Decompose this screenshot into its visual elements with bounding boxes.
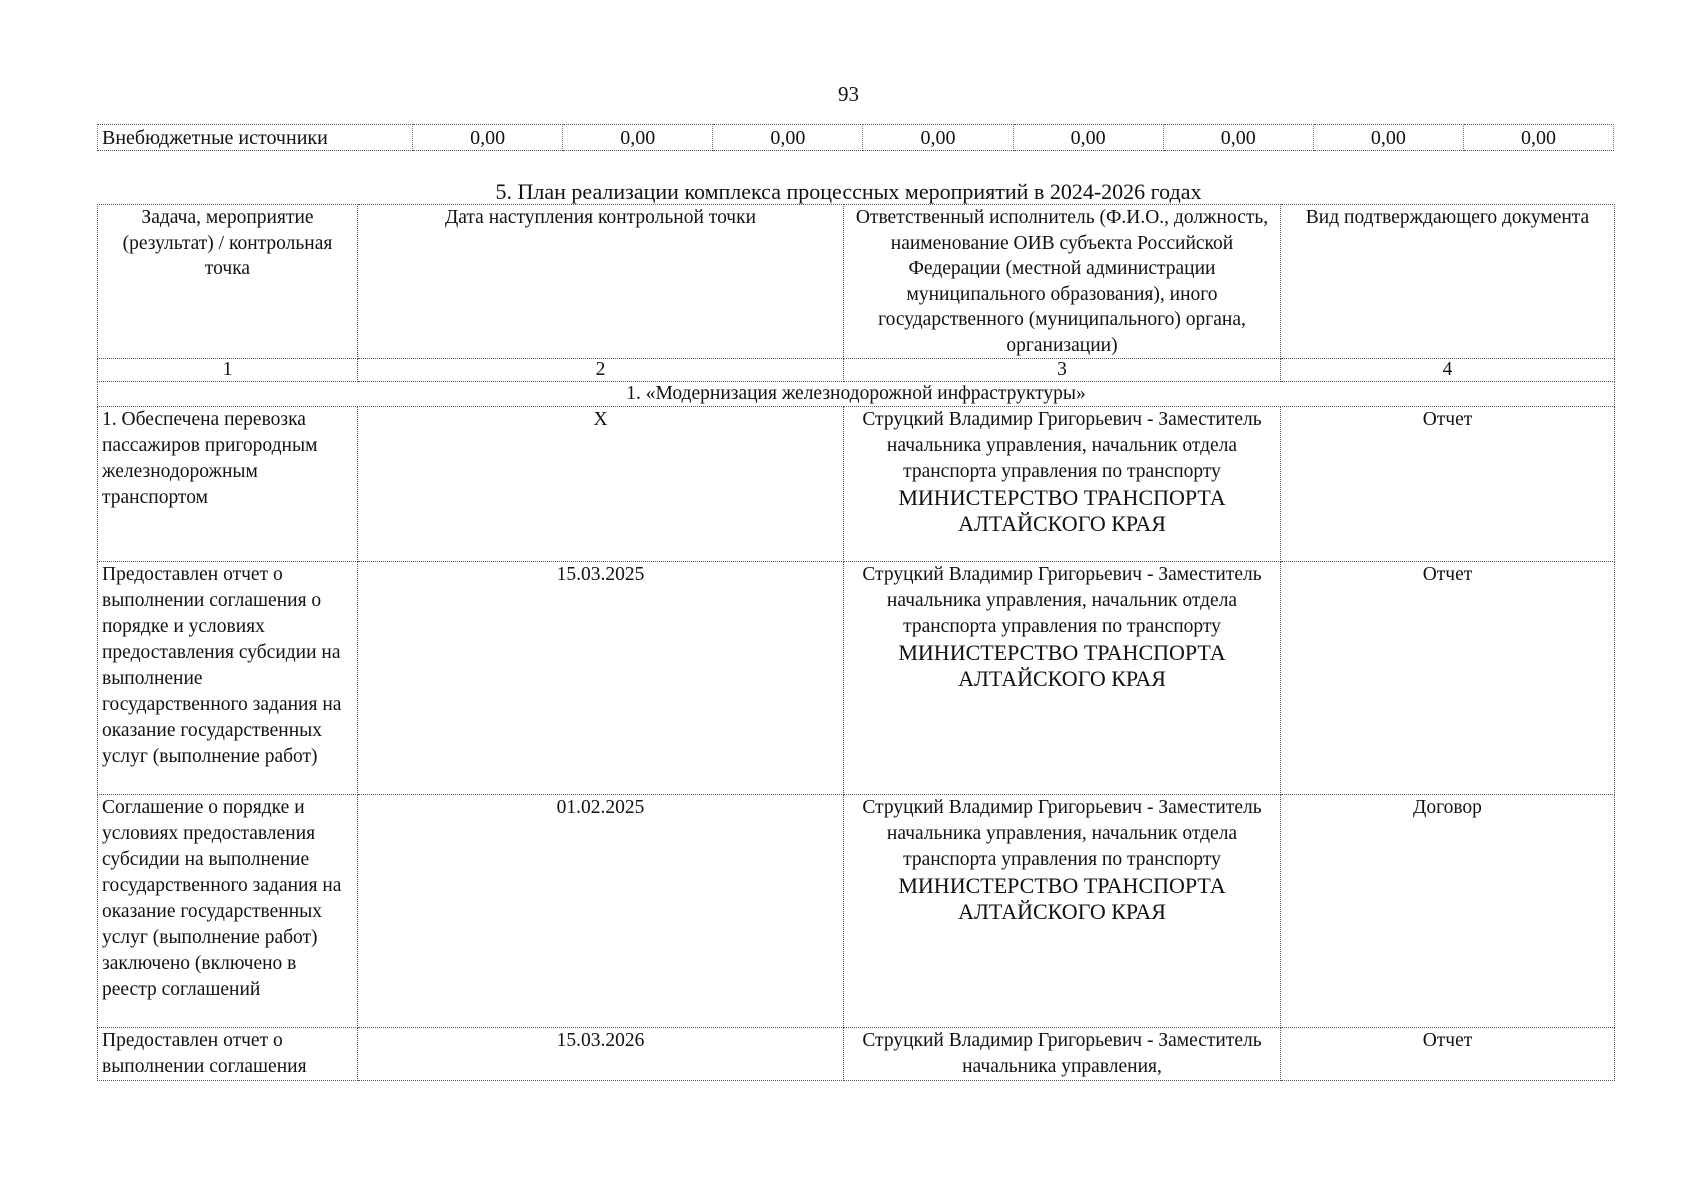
funding-value: 0,00	[713, 125, 863, 151]
date-cell: 15.03.2025	[358, 562, 844, 795]
executor-text: Струцкий Владимир Григорьевич - Заместитель начальника управления,	[862, 1030, 1262, 1077]
date-cell: 15.03.2026	[358, 1028, 844, 1081]
task-cell: Соглашение о порядке и условиях предоставления субсидии на выполнение государственного задания на оказание государственных услуг (выполнение работ) заключено (включено в реестр соглашений	[98, 795, 358, 1028]
funding-row	[98, 125, 1614, 151]
plan-table	[97, 204, 1615, 1081]
funding-value: 0,00	[563, 125, 713, 151]
executor-cell	[844, 407, 1281, 562]
table-row	[98, 795, 1615, 1028]
funding-value: 0,00	[863, 125, 1013, 151]
column-header: Задача, мероприятие (результат) / контрольная точка	[98, 205, 358, 359]
table-row	[98, 407, 1615, 562]
executor-text: Струцкий Владимир Григорьевич - Заместитель начальника управления, начальник отдела транспорта управления по транспорту	[862, 797, 1262, 870]
funding-value: 0,00	[1163, 125, 1313, 151]
executor-text: Струцкий Владимир Григорьевич - Заместитель начальника управления, начальник отдела транспорта управления по транспорту	[862, 564, 1262, 637]
funding-row-label: Внебюджетные источники	[98, 125, 413, 151]
document-cell: Отчет	[1281, 407, 1615, 562]
column-header: Ответственный исполнитель (Ф.И.О., должность, наименование ОИВ субъекта Российской Федерации (местной администрации муниципального образования), иного государственного (муниципального) органа, организации)	[844, 205, 1281, 359]
executor-text: Струцкий Владимир Григорьевич - Заместитель начальника управления, начальник отдела транспорта управления по транспорту	[862, 409, 1262, 482]
executor-organization: МИНИСТЕРСТВО ТРАНСПОРТА АЛТАЙСКОГО КРАЯ	[898, 873, 1226, 924]
funding-value: 0,00	[1463, 125, 1613, 151]
executor-organization: МИНИСТЕРСТВО ТРАНСПОРТА АЛТАЙСКОГО КРАЯ	[898, 485, 1226, 536]
column-number-row	[98, 359, 1615, 382]
section-heading: 1. «Модернизация железнодорожной инфраструктуры»	[98, 382, 1615, 407]
section-title: 5. План реализации комплекса процессных мероприятий в 2024-2026 годах	[495, 179, 1202, 204]
section-row	[98, 382, 1615, 407]
document-cell: Отчет	[1281, 1028, 1615, 1081]
executor-cell	[844, 562, 1281, 795]
table-row	[98, 1028, 1615, 1081]
funding-value: 0,00	[1013, 125, 1163, 151]
document-cell: Договор	[1281, 795, 1615, 1028]
executor-organization: МИНИСТЕРСТВО ТРАНСПОРТА АЛТАЙСКОГО КРАЯ	[898, 640, 1226, 691]
funding-value: 0,00	[1313, 125, 1463, 151]
column-number: 3	[844, 359, 1281, 382]
column-number: 2	[358, 359, 844, 382]
date-cell: Х	[358, 407, 844, 562]
date-cell: 01.02.2025	[358, 795, 844, 1028]
task-cell: Предоставлен отчет о выполнении соглашения	[98, 1028, 358, 1081]
funding-value: 0,00	[413, 125, 563, 151]
document-cell: Отчет	[1281, 562, 1615, 795]
task-cell: Предоставлен отчет о выполнении соглашения о порядке и условиях предоставления субсидии на выполнение государственного задания на оказание государственных услуг (выполнение работ)	[98, 562, 358, 795]
column-number: 4	[1281, 359, 1615, 382]
funding-table	[97, 124, 1614, 151]
executor-cell	[844, 1028, 1281, 1081]
column-number: 1	[98, 359, 358, 382]
column-header: Дата наступления контрольной точки	[358, 205, 844, 359]
page-number: 93	[838, 82, 859, 106]
table-header-row	[98, 205, 1615, 359]
table-row	[98, 562, 1615, 795]
column-header: Вид подтверждающего документа	[1281, 205, 1615, 359]
task-cell: 1. Обеспечена перевозка пассажиров пригородным железнодорожным транспортом	[98, 407, 358, 562]
executor-cell	[844, 795, 1281, 1028]
